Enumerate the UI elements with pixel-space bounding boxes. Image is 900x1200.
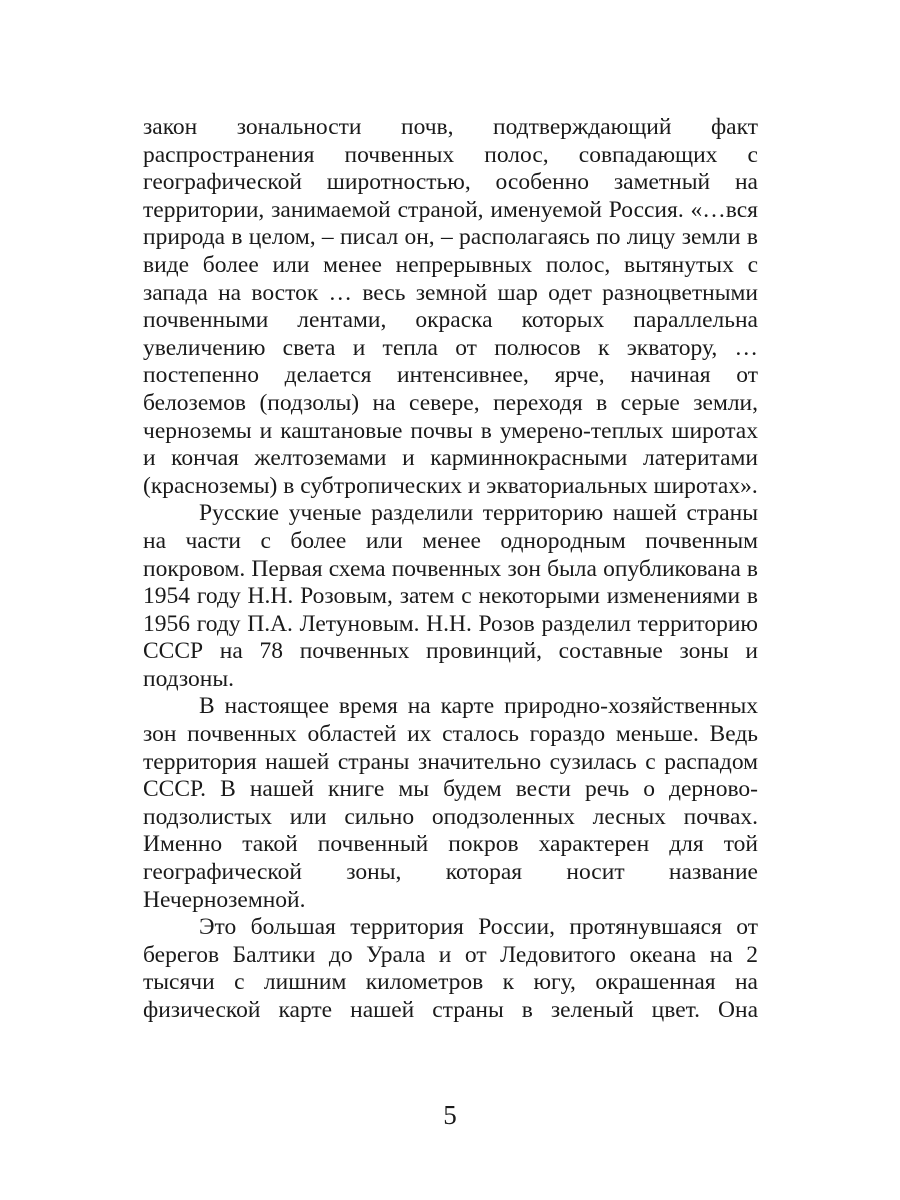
paragraph-2: Русские ученые разделили территорию нашей страны на части с более или менее однородным почвенным покровом. Первая схема почвенных зон была опубликована в 1954 году Н.Н. Розовым, затем с некоторыми изменениями в 1956 году П.А. Летуновым. Н.Н. Розов разделил территорию СССР на 78 почвенных провинций, составные зоны и подзоны. [143,500,758,692]
paragraph-3: В настоящее время на карте природно-хозяйственных зон почвенных областей их сталось гораздо меньше. Ведь территория нашей страны значительно сузилась с распадом СССР. В нашей книге мы будем вести речь о дерново-подзолистых или сильно оподзоленных лесных почвах. Именно такой почвенный покров характерен для той географической зоны, которая носит название Нечерноземной. [143,693,758,913]
body-text [143,114,758,1025]
paragraph-1: закон зональности почв, подтверждающий факт распространения почвенных полос, совпадающих с географической широтностью, особенно заметный на территории, занимаемой страной, именуемой Россия. «…вся природа в целом, – писал он, – располагаясь по лицу земли в виде более или менее непрерывных полос, вытянутых с запада на восток … весь земной шар одет разноцветными почвенными лентами, окраска которых параллельна увеличению света и тепла от полюсов к экватору, … постепенно делается интенсивнее, ярче, начиная от белоземов (подзолы) на севере, переходя в серые земли, черноземы и каштановые почвы в умерено-теплых широтах и кончая желтоземами и карминнокрасными латеритами (красноземы) в субтропических и экваториальных широтах». [143,114,758,499]
paragraph-4: Это большая территория России, протянувшаяся от берегов Балтики до Урала и от Ледовитого океана на 2 тысячи с лишним километров к югу, окрашенная на физической карте нашей страны в зеленый цвет. Она [143,914,758,1023]
page-number: 5 [443,1100,457,1130]
